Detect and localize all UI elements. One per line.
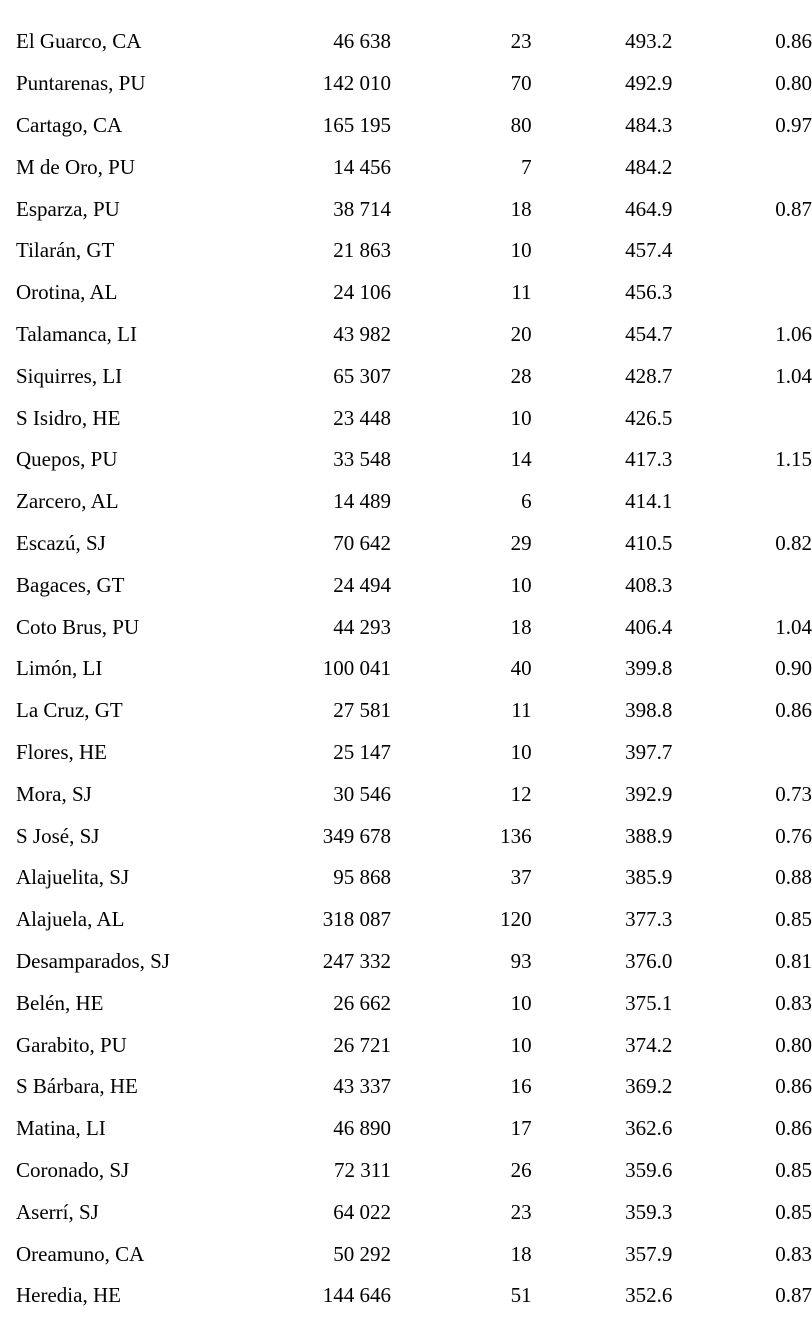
- table-row: [0, 1233, 812, 1275]
- population-value-cell: 26 721: [333, 1032, 391, 1057]
- case-count-cell: 28: [510, 363, 532, 388]
- ratio-value-cell: 0.83: [775, 1241, 812, 1266]
- ratio-value-cell: 0.86: [775, 698, 812, 723]
- ratio-value-cell: 0.80: [775, 71, 812, 96]
- rate-value-cell: 398.8: [625, 698, 673, 723]
- ratio-value-cell: 1.04: [775, 614, 812, 639]
- table-row: [0, 146, 812, 188]
- table-row: [0, 1275, 812, 1317]
- rate-value-cell: 362.6: [625, 1116, 673, 1141]
- rate-value-cell: 408.3: [625, 572, 673, 597]
- ratio-value-cell: [672, 481, 812, 523]
- ratio-value-cell: 0.87: [775, 1283, 812, 1308]
- population-value-cell: 318 087: [322, 907, 391, 932]
- table-row: [0, 1108, 812, 1150]
- rate-value-cell: 385.9: [625, 865, 673, 890]
- municipality-name-cell: Alajuela, AL: [16, 907, 125, 932]
- case-count-cell: 11: [511, 698, 532, 723]
- municipality-name-cell: Garabito, PU: [16, 1032, 127, 1057]
- ratio-value-cell: 0.86: [775, 29, 812, 54]
- municipality-name-cell: Puntarenas, PU: [16, 71, 146, 96]
- table-row: [0, 188, 812, 230]
- case-count-cell: 17: [510, 1116, 532, 1141]
- ratio-value-cell: 0.86: [775, 1074, 812, 1099]
- population-value-cell: 43 337: [333, 1074, 391, 1099]
- rate-value-cell: 397.7: [625, 739, 673, 764]
- municipality-name-cell: Limón, LI: [16, 656, 103, 681]
- case-count-cell: 93: [510, 948, 532, 973]
- population-value-cell: 72 311: [334, 1157, 391, 1182]
- ratio-value-cell: 0.83: [775, 990, 812, 1015]
- municipality-name-cell: Coto Brus, PU: [16, 614, 140, 639]
- municipality-name-cell: Talamanca, LI: [16, 321, 137, 346]
- case-count-cell: 16: [510, 1074, 532, 1099]
- table-row: [0, 1066, 812, 1108]
- case-count-cell: 18: [510, 1241, 532, 1266]
- case-count-cell: 10: [510, 238, 532, 263]
- rate-value-cell: 359.6: [625, 1157, 673, 1182]
- table-row: [0, 732, 812, 774]
- table-row: [0, 1024, 812, 1066]
- population-value-cell: 25 147: [333, 739, 391, 764]
- table-row: [0, 523, 812, 565]
- table-row: [0, 439, 812, 481]
- population-value-cell: 24 494: [333, 572, 391, 597]
- case-count-cell: 10: [510, 1032, 532, 1057]
- table-body: [0, 21, 812, 1317]
- table-row: [0, 105, 812, 147]
- ratio-value-cell: [672, 732, 812, 774]
- municipality-name-cell: Zarcero, AL: [16, 489, 119, 514]
- ratio-value-cell: [672, 272, 812, 314]
- rate-value-cell: 352.6: [625, 1283, 673, 1308]
- table-row: [0, 397, 812, 439]
- rate-value-cell: 417.3: [625, 447, 673, 472]
- municipality-name-cell: Alajuelita, SJ: [16, 865, 130, 890]
- municipality-name-cell: Escazú, SJ: [16, 530, 106, 555]
- population-value-cell: 24 106: [333, 280, 391, 305]
- population-value-cell: 43 982: [333, 321, 391, 346]
- rate-value-cell: 414.1: [625, 489, 673, 514]
- ratio-value-cell: 0.86: [775, 1116, 812, 1141]
- municipality-name-cell: Matina, LI: [16, 1116, 106, 1141]
- municipality-name-cell: Heredia, HE: [16, 1283, 121, 1308]
- table-row: [0, 815, 812, 857]
- rate-value-cell: 457.4: [625, 238, 673, 263]
- case-count-cell: 51: [510, 1283, 532, 1308]
- rate-value-cell: 374.2: [625, 1032, 673, 1057]
- table-row: [0, 481, 812, 523]
- municipality-name-cell: S Bárbara, HE: [16, 1074, 138, 1099]
- ratio-value-cell: 0.81: [775, 948, 812, 973]
- municipality-name-cell: Quepos, PU: [16, 447, 118, 472]
- municipality-name-cell: Coronado, SJ: [16, 1157, 130, 1182]
- population-value-cell: 50 292: [333, 1241, 391, 1266]
- ratio-value-cell: 0.80: [775, 1032, 812, 1057]
- rate-value-cell: 426.5: [625, 405, 673, 430]
- rate-value-cell: 464.9: [625, 196, 673, 221]
- ratio-value-cell: [672, 230, 812, 272]
- ratio-value-cell: 0.82: [775, 530, 812, 555]
- population-value-cell: 247 332: [322, 948, 391, 973]
- case-count-cell: 10: [510, 405, 532, 430]
- case-count-cell: 23: [510, 1199, 532, 1224]
- ratio-value-cell: 0.88: [775, 865, 812, 890]
- population-value-cell: 21 863: [333, 238, 391, 263]
- case-count-cell: 120: [500, 907, 532, 932]
- rate-value-cell: 357.9: [625, 1241, 673, 1266]
- population-value-cell: 38 714: [333, 196, 391, 221]
- municipality-name-cell: Aserrí, SJ: [16, 1199, 99, 1224]
- case-count-cell: 10: [510, 990, 532, 1015]
- table-row: [0, 648, 812, 690]
- rate-value-cell: 375.1: [625, 990, 673, 1015]
- rate-value-cell: 399.8: [625, 656, 673, 681]
- ratio-value-cell: 0.76: [775, 823, 812, 848]
- population-value-cell: 26 662: [333, 990, 391, 1015]
- table-row: [0, 230, 812, 272]
- table-row: [0, 982, 812, 1024]
- population-value-cell: 349 678: [322, 823, 391, 848]
- rate-value-cell: 392.9: [625, 781, 673, 806]
- data-table: [0, 21, 812, 1317]
- table-row: [0, 1191, 812, 1233]
- table-row: [0, 941, 812, 983]
- municipality-name-cell: Flores, HE: [16, 739, 107, 764]
- table-row: [0, 857, 812, 899]
- municipality-name-cell: Cartago, CA: [16, 112, 123, 137]
- population-value-cell: 95 868: [333, 865, 391, 890]
- ratio-value-cell: 1.04: [775, 363, 812, 388]
- table-row: [0, 773, 812, 815]
- case-count-cell: 29: [510, 530, 532, 555]
- case-count-cell: 11: [511, 280, 532, 305]
- municipality-name-cell: Desamparados, SJ: [16, 948, 170, 973]
- rate-value-cell: 484.2: [625, 154, 673, 179]
- case-count-cell: 23: [510, 29, 532, 54]
- population-value-cell: 46 890: [333, 1116, 391, 1141]
- table-row: [0, 606, 812, 648]
- ratio-value-cell: 1.15: [775, 447, 812, 472]
- population-value-cell: 23 448: [333, 405, 391, 430]
- municipality-name-cell: M de Oro, PU: [16, 154, 135, 179]
- table-row: [0, 21, 812, 63]
- rate-value-cell: 493.2: [625, 29, 673, 54]
- rate-value-cell: 369.2: [625, 1074, 673, 1099]
- population-value-cell: 165 195: [322, 112, 391, 137]
- population-value-cell: 30 546: [333, 781, 391, 806]
- municipality-name-cell: S José, SJ: [16, 823, 100, 848]
- table-row: [0, 564, 812, 606]
- case-count-cell: 136: [500, 823, 532, 848]
- table-row: [0, 690, 812, 732]
- population-value-cell: 14 456: [333, 154, 391, 179]
- ratio-value-cell: 0.85: [775, 1199, 812, 1224]
- ratio-value-cell: 0.87: [775, 196, 812, 221]
- case-count-cell: 12: [510, 781, 532, 806]
- municipality-name-cell: El Guarco, CA: [16, 29, 142, 54]
- case-count-cell: 18: [510, 614, 532, 639]
- ratio-value-cell: 0.97: [775, 112, 812, 137]
- municipality-name-cell: Tilarán, GT: [16, 238, 115, 263]
- ratio-value-cell: 1.06: [775, 321, 812, 346]
- municipality-name-cell: Orotina, AL: [16, 280, 118, 305]
- case-count-cell: 80: [510, 112, 532, 137]
- rate-value-cell: 406.4: [625, 614, 673, 639]
- table-row: [0, 63, 812, 105]
- rate-value-cell: 456.3: [625, 280, 673, 305]
- population-value-cell: 46 638: [333, 29, 391, 54]
- table-row: [0, 1150, 812, 1192]
- case-count-cell: 37: [510, 865, 532, 890]
- ratio-value-cell: 0.90: [775, 656, 812, 681]
- municipality-name-cell: Mora, SJ: [16, 781, 92, 806]
- case-count-cell: 26: [510, 1157, 532, 1182]
- table-row: [0, 355, 812, 397]
- case-count-cell: 14: [510, 447, 532, 472]
- table-row: [0, 314, 812, 356]
- population-value-cell: 142 010: [322, 71, 391, 96]
- case-count-cell: 18: [510, 196, 532, 221]
- ratio-value-cell: 0.73: [775, 781, 812, 806]
- municipality-name-cell: Belén, HE: [16, 990, 104, 1015]
- rate-value-cell: 359.3: [625, 1199, 673, 1224]
- municipality-name-cell: La Cruz, GT: [16, 698, 123, 723]
- case-count-cell: 7: [521, 154, 532, 179]
- population-value-cell: 44 293: [333, 614, 391, 639]
- population-value-cell: 14 489: [333, 489, 391, 514]
- rate-value-cell: 484.3: [625, 112, 673, 137]
- population-value-cell: 64 022: [333, 1199, 391, 1224]
- population-value-cell: 33 548: [333, 447, 391, 472]
- ratio-value-cell: [672, 146, 812, 188]
- ratio-value-cell: [672, 564, 812, 606]
- population-value-cell: 100 041: [322, 656, 391, 681]
- rate-value-cell: 377.3: [625, 907, 673, 932]
- ratio-value-cell: 0.85: [775, 1157, 812, 1182]
- municipality-name-cell: S Isidro, HE: [16, 405, 121, 430]
- rate-value-cell: 376.0: [625, 948, 673, 973]
- rate-value-cell: 492.9: [625, 71, 673, 96]
- ratio-value-cell: 0.85: [775, 907, 812, 932]
- case-count-cell: 10: [510, 739, 532, 764]
- municipality-name-cell: Esparza, PU: [16, 196, 120, 221]
- population-value-cell: 27 581: [333, 698, 391, 723]
- case-count-cell: 70: [510, 71, 532, 96]
- rate-value-cell: 454.7: [625, 321, 673, 346]
- table-row: [0, 272, 812, 314]
- case-count-cell: 20: [510, 321, 532, 346]
- rate-value-cell: 410.5: [625, 530, 673, 555]
- population-value-cell: 65 307: [333, 363, 391, 388]
- population-value-cell: 144 646: [322, 1283, 391, 1308]
- case-count-cell: 10: [510, 572, 532, 597]
- population-value-cell: 70 642: [333, 530, 391, 555]
- ratio-value-cell: [672, 397, 812, 439]
- table-row: [0, 899, 812, 941]
- case-count-cell: 6: [521, 489, 532, 514]
- rate-value-cell: 428.7: [625, 363, 673, 388]
- rate-value-cell: 388.9: [625, 823, 673, 848]
- municipality-name-cell: Bagaces, GT: [16, 572, 125, 597]
- case-count-cell: 40: [510, 656, 532, 681]
- municipality-name-cell: Oreamuno, CA: [16, 1241, 145, 1266]
- municipality-name-cell: Siquirres, LI: [16, 363, 123, 388]
